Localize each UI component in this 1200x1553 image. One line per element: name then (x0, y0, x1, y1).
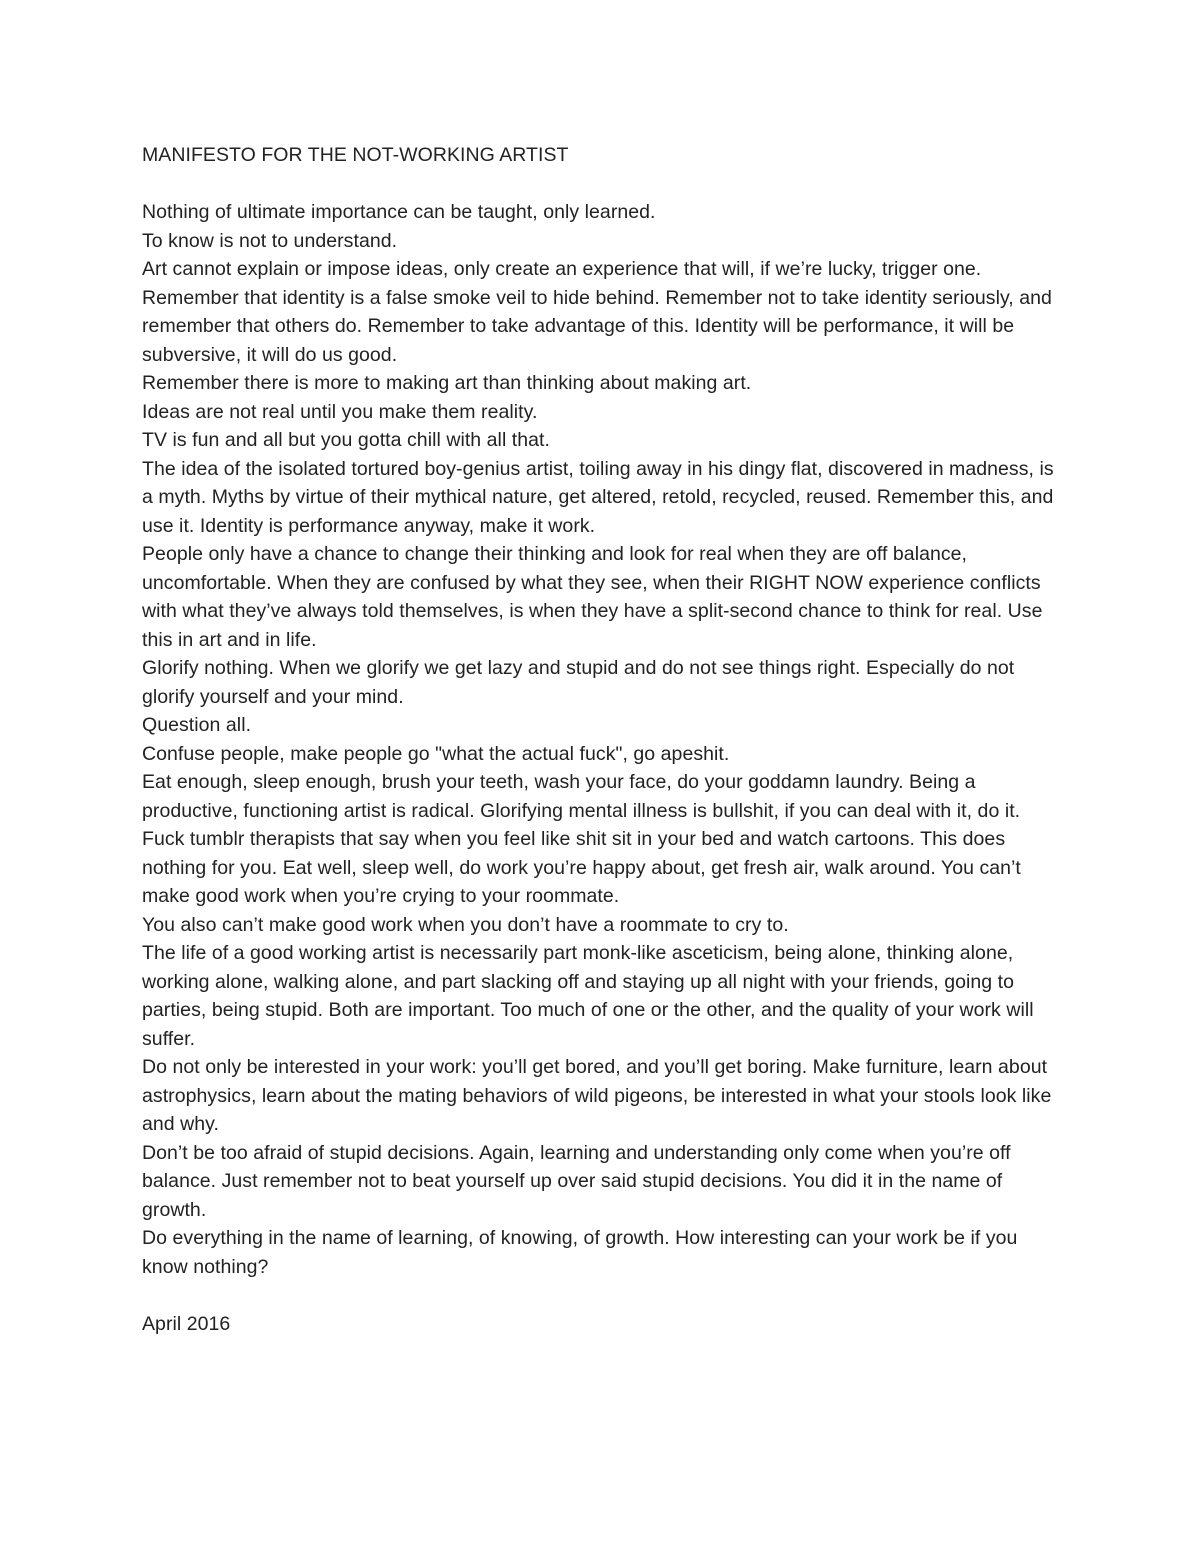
paragraph: You also can’t make good work when you don’t have a roommate to cry to. (142, 913, 789, 936)
document-title: MANIFESTO FOR THE NOT-WORKING ARTIST (142, 144, 569, 166)
paragraph: Art cannot explain or impose ideas, only create an experience that will, if we’re lucky, trigger one. (142, 258, 982, 280)
paragraph: Do everything in the name of learning, of knowing, of growth. How interesting can your work be if you know nothing? (142, 1227, 1018, 1278)
paragraph: People only have a chance to change their thinking and look for real when they are off balance, uncomfortable. When they are confused by what they see, when their RIGHT NOW experience conflicts with what they’ve always told themselves, is when they have a split-second chance to think for real. Use this in art and in life. (142, 543, 1043, 651)
paragraph: Question all. (142, 714, 252, 736)
paragraph: Don’t be too afraid of stupid decisions. Again, learning and understanding only come when you’re off balance. Just remember not to beat yourself up over said stupid decisions. You did it in the name of growth. (142, 1141, 1011, 1221)
paragraph: Nothing of ultimate importance can be taught, only learned. (142, 201, 656, 223)
paragraph: Remember there is more to making art than thinking about making art. (142, 372, 752, 394)
paragraph: Eat enough, sleep enough, brush your teeth, wash your face, do your goddamn laundry. Being a productive, functioning artist is radical. Glorifying mental illness is bullshit, if you can deal with it, do it. Fuck tumblr therapists that say when you feel like shit sit in your bed and watch cartoons. This does nothing for you. Eat well, sleep well, do work you’re happy about, get fresh air, walk around. You can’t make good work when you’re crying to your roommate. (142, 771, 1021, 907)
document-body (142, 141, 1067, 1338)
paragraph: The idea of the isolated tortured boy-genius artist, toiling away in his dingy flat, discovered in madness, is a myth. Myths by virtue of their mythical nature, get altered, retold, recycled, reused. Remember this, and use it. Identity is performance anyway, make it work. (142, 457, 1054, 537)
paragraph: Remember that identity is a false smoke veil to hide behind. Remember not to take identity seriously, and remember that others do. Remember to take advantage of this. Identity will be performance, it will be subversive, it will do us good. (142, 286, 1052, 366)
document-date: April 2016 (142, 1312, 231, 1335)
paragraph: Do not only be interested in your work: you’ll get bored, and you’ll get boring. Make furniture, learn about astrophysics, learn about the mating behaviors of wild pigeons, be interested in what your stools look like and why. (142, 1056, 1052, 1135)
paragraph: The life of a good working artist is necessarily part monk-like asceticism, being alone, thinking alone, working alone, walking alone, and part slacking off and staying up all night with your friends, going to parties, being stupid. Both are important. Too much of one or the other, and the quality of your work will suffer. (142, 942, 1034, 1050)
paragraph: To know is not to understand. (142, 229, 398, 252)
paragraph: Confuse people, make people go "what the actual fuck", go apeshit. (142, 742, 730, 765)
paragraph: Ideas are not real until you make them reality. (142, 400, 538, 423)
paragraph: TV is fun and all but you gotta chill with all that. (142, 429, 550, 451)
paragraph: Glorify nothing. When we glorify we get lazy and stupid and do not see things right. Especially do not glorify yourself and your mind. (142, 657, 1015, 708)
